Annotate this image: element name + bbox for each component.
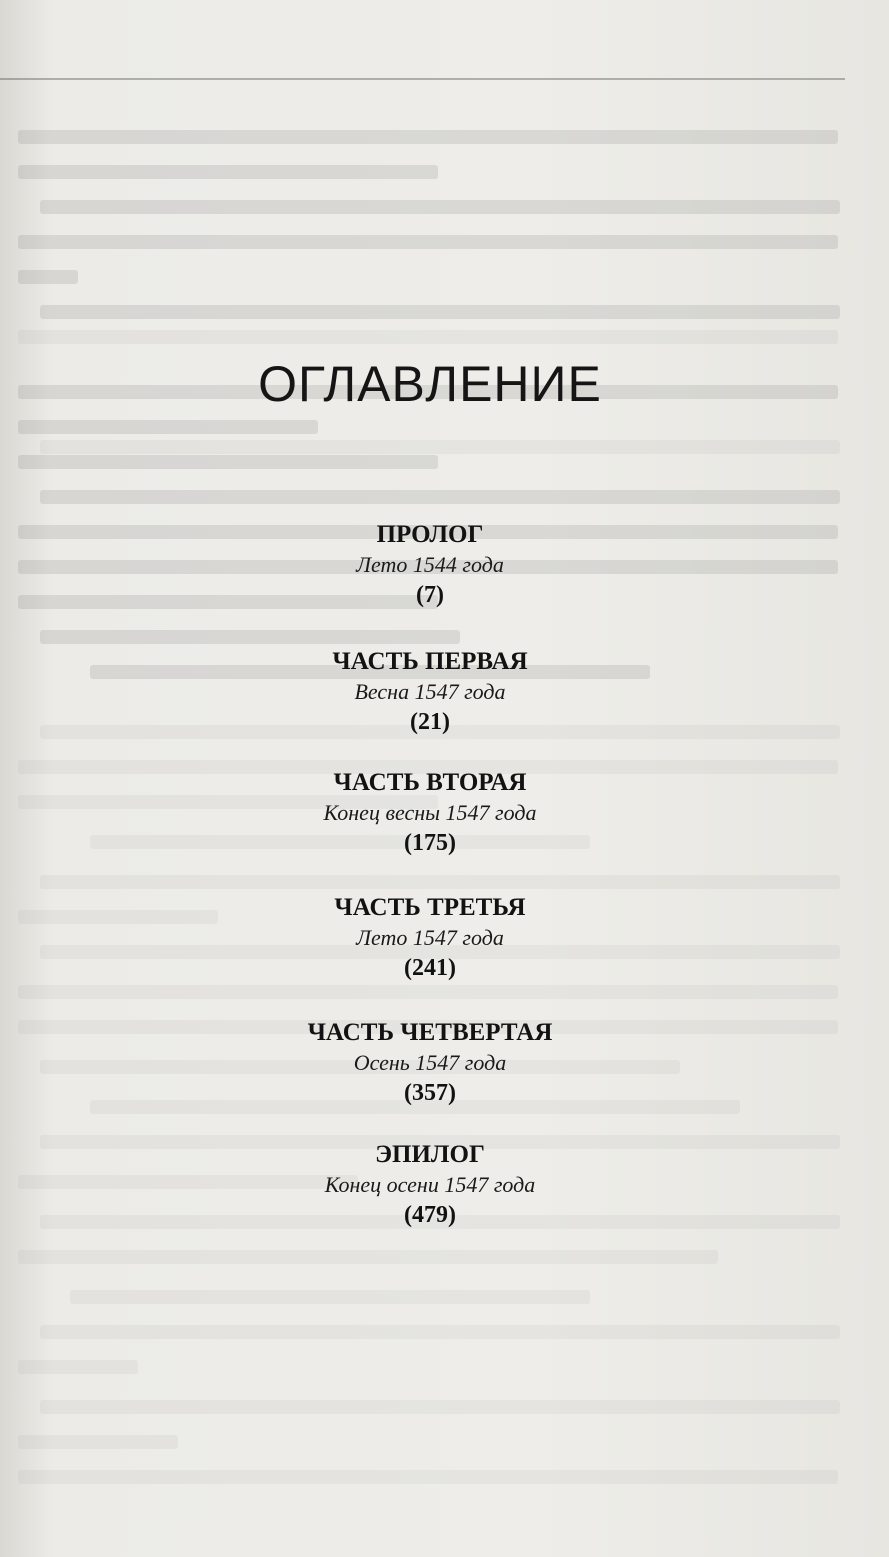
toc-entry-heading: ЧАСТЬ ВТОРАЯ bbox=[333, 769, 527, 796]
toc-entry-page: (357) bbox=[404, 1080, 456, 1106]
toc-entry-heading: ЧАСТЬ ТРЕТЬЯ bbox=[334, 894, 526, 921]
toc-entry-heading: ЭПИЛОГ bbox=[375, 1141, 485, 1168]
toc-entry-subtitle: Конец осени 1547 года bbox=[324, 1172, 536, 1197]
bleed-through-header-rule bbox=[0, 78, 845, 80]
toc-entry-subtitle: Весна 1547 года bbox=[354, 679, 506, 704]
toc-entry-subtitle: Лето 1547 года bbox=[356, 925, 504, 950]
toc-entry-prologue bbox=[0, 520, 860, 610]
toc-entry-page: (175) bbox=[404, 830, 456, 856]
toc-entry-heading: ЧАСТЬ ЧЕТВЕРТАЯ bbox=[307, 1019, 553, 1046]
toc-entry-part-four bbox=[0, 1018, 860, 1108]
toc-entry-part-three bbox=[0, 893, 860, 983]
toc-entry-subtitle: Осень 1547 года bbox=[353, 1050, 507, 1075]
toc-title: ОГЛАВЛЕНИЕ bbox=[258, 356, 602, 412]
toc-entry-part-one bbox=[0, 647, 860, 737]
toc-entry-page: (7) bbox=[416, 582, 444, 608]
toc-entry-part-two bbox=[0, 768, 860, 858]
toc-entry-subtitle: Конец весны 1547 года bbox=[323, 800, 537, 825]
toc-entry-heading: ПРОЛОГ bbox=[376, 521, 484, 548]
toc-entry-page: (479) bbox=[404, 1202, 456, 1228]
toc-entry-heading: ЧАСТЬ ПЕРВАЯ bbox=[332, 648, 528, 675]
toc-entry-subtitle: Лето 1544 года bbox=[356, 552, 504, 577]
toc-entry-page: (241) bbox=[404, 955, 456, 981]
toc-entry-page: (21) bbox=[410, 709, 450, 735]
toc-entry-epilogue bbox=[0, 1140, 860, 1230]
